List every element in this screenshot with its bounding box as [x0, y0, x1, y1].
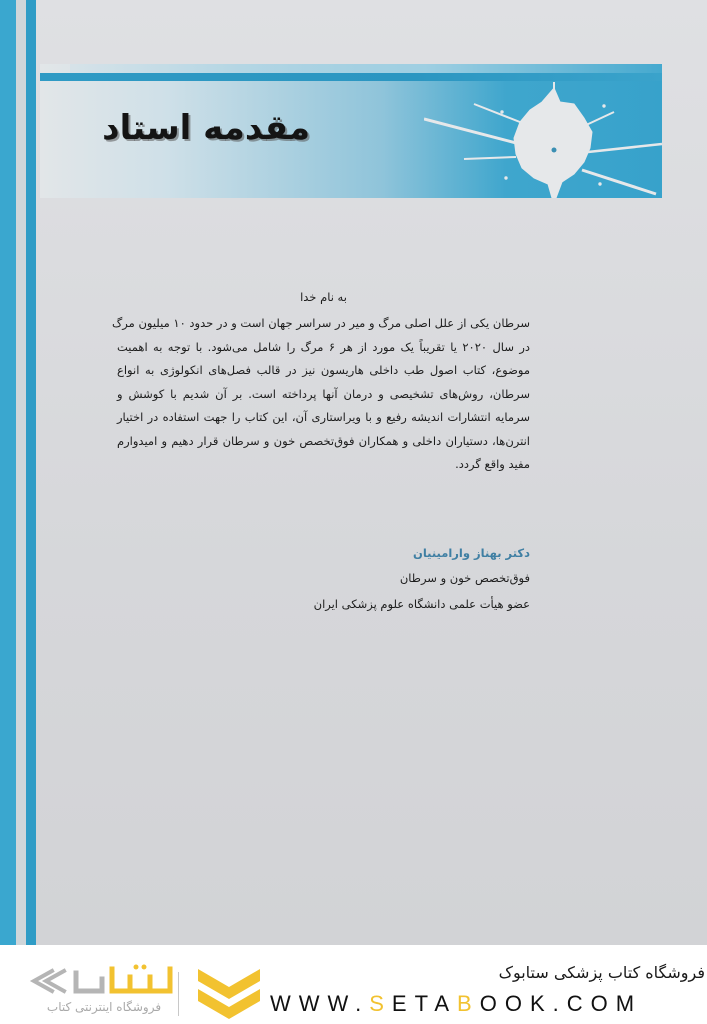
paragraph-line: سرطان یکی از علل اصلی مرگ و میر در سراسر جهان است و در حدود ۱۰ میلیون مرگ [112, 316, 530, 330]
page-title: مقدمه استاد [102, 108, 310, 148]
chevron-logo-icon [196, 967, 262, 1023]
banner-accent-bar [40, 73, 662, 81]
store-url[interactable] [270, 991, 642, 1017]
splash-burst-icon [424, 82, 662, 198]
url-accent-letter: B [457, 991, 480, 1016]
author-affiliation: عضو هیأت علمی دانشگاه علوم پزشکی ایران [313, 597, 530, 611]
header-banner [40, 64, 662, 198]
url-accent-letter: S [369, 991, 392, 1016]
setabook-wordmark-icon [24, 963, 174, 999]
logo-tagline: فروشگاه اینترنتی کتاب [46, 1000, 162, 1014]
left-stripe-gap [16, 0, 26, 945]
bismillah-heading: به نام خدا [300, 290, 347, 304]
paragraph-line: انترن‌ها، دستیاران داخلی و همکاران فوق‌تخصص خون و سرطان قرار دهیم و امیدوارم [117, 433, 530, 448]
store-name: فروشگاه کتاب پزشکی ستابوک [498, 963, 705, 982]
left-stripe-inner [26, 0, 36, 945]
left-stripe-outer [0, 0, 16, 945]
preface-paragraph [112, 312, 531, 477]
url-part: OOK.COM [479, 991, 643, 1016]
paragraph-line: سرمایه انتشارات اندیشه رفیع و با ویراستاری آن، این کتاب را جهت استفاده در اختیار [117, 410, 530, 424]
paragraph-line: سرطان، روش‌های تشخیصی و درمان آنها پرداخته است. بر آن شدیم با کوشش و [117, 386, 530, 401]
banner-top-band [70, 64, 662, 73]
paragraph-line: مفید واقع گردد. [455, 457, 530, 471]
url-part: ETA [391, 991, 458, 1016]
author-name: دکتر بهناز وارامینیان [413, 546, 530, 560]
signature-block [117, 541, 530, 617]
author-specialty: فوق‌تخصص خون و سرطان [399, 571, 530, 585]
paragraph-line: در سال ۲۰۲۰ یا تقریباً یک مورد از هر ۶ مرگ را شامل می‌شود. با توجه به اهمیت [117, 339, 531, 354]
preface-body [112, 288, 531, 477]
logo-divider [178, 972, 179, 1016]
url-part: WWW. [270, 991, 370, 1016]
paragraph-line: موضوع، کتاب اصول طب داخلی هاریسون نیز در قالب فصل‌های انکولوژی به انواع [117, 363, 530, 377]
